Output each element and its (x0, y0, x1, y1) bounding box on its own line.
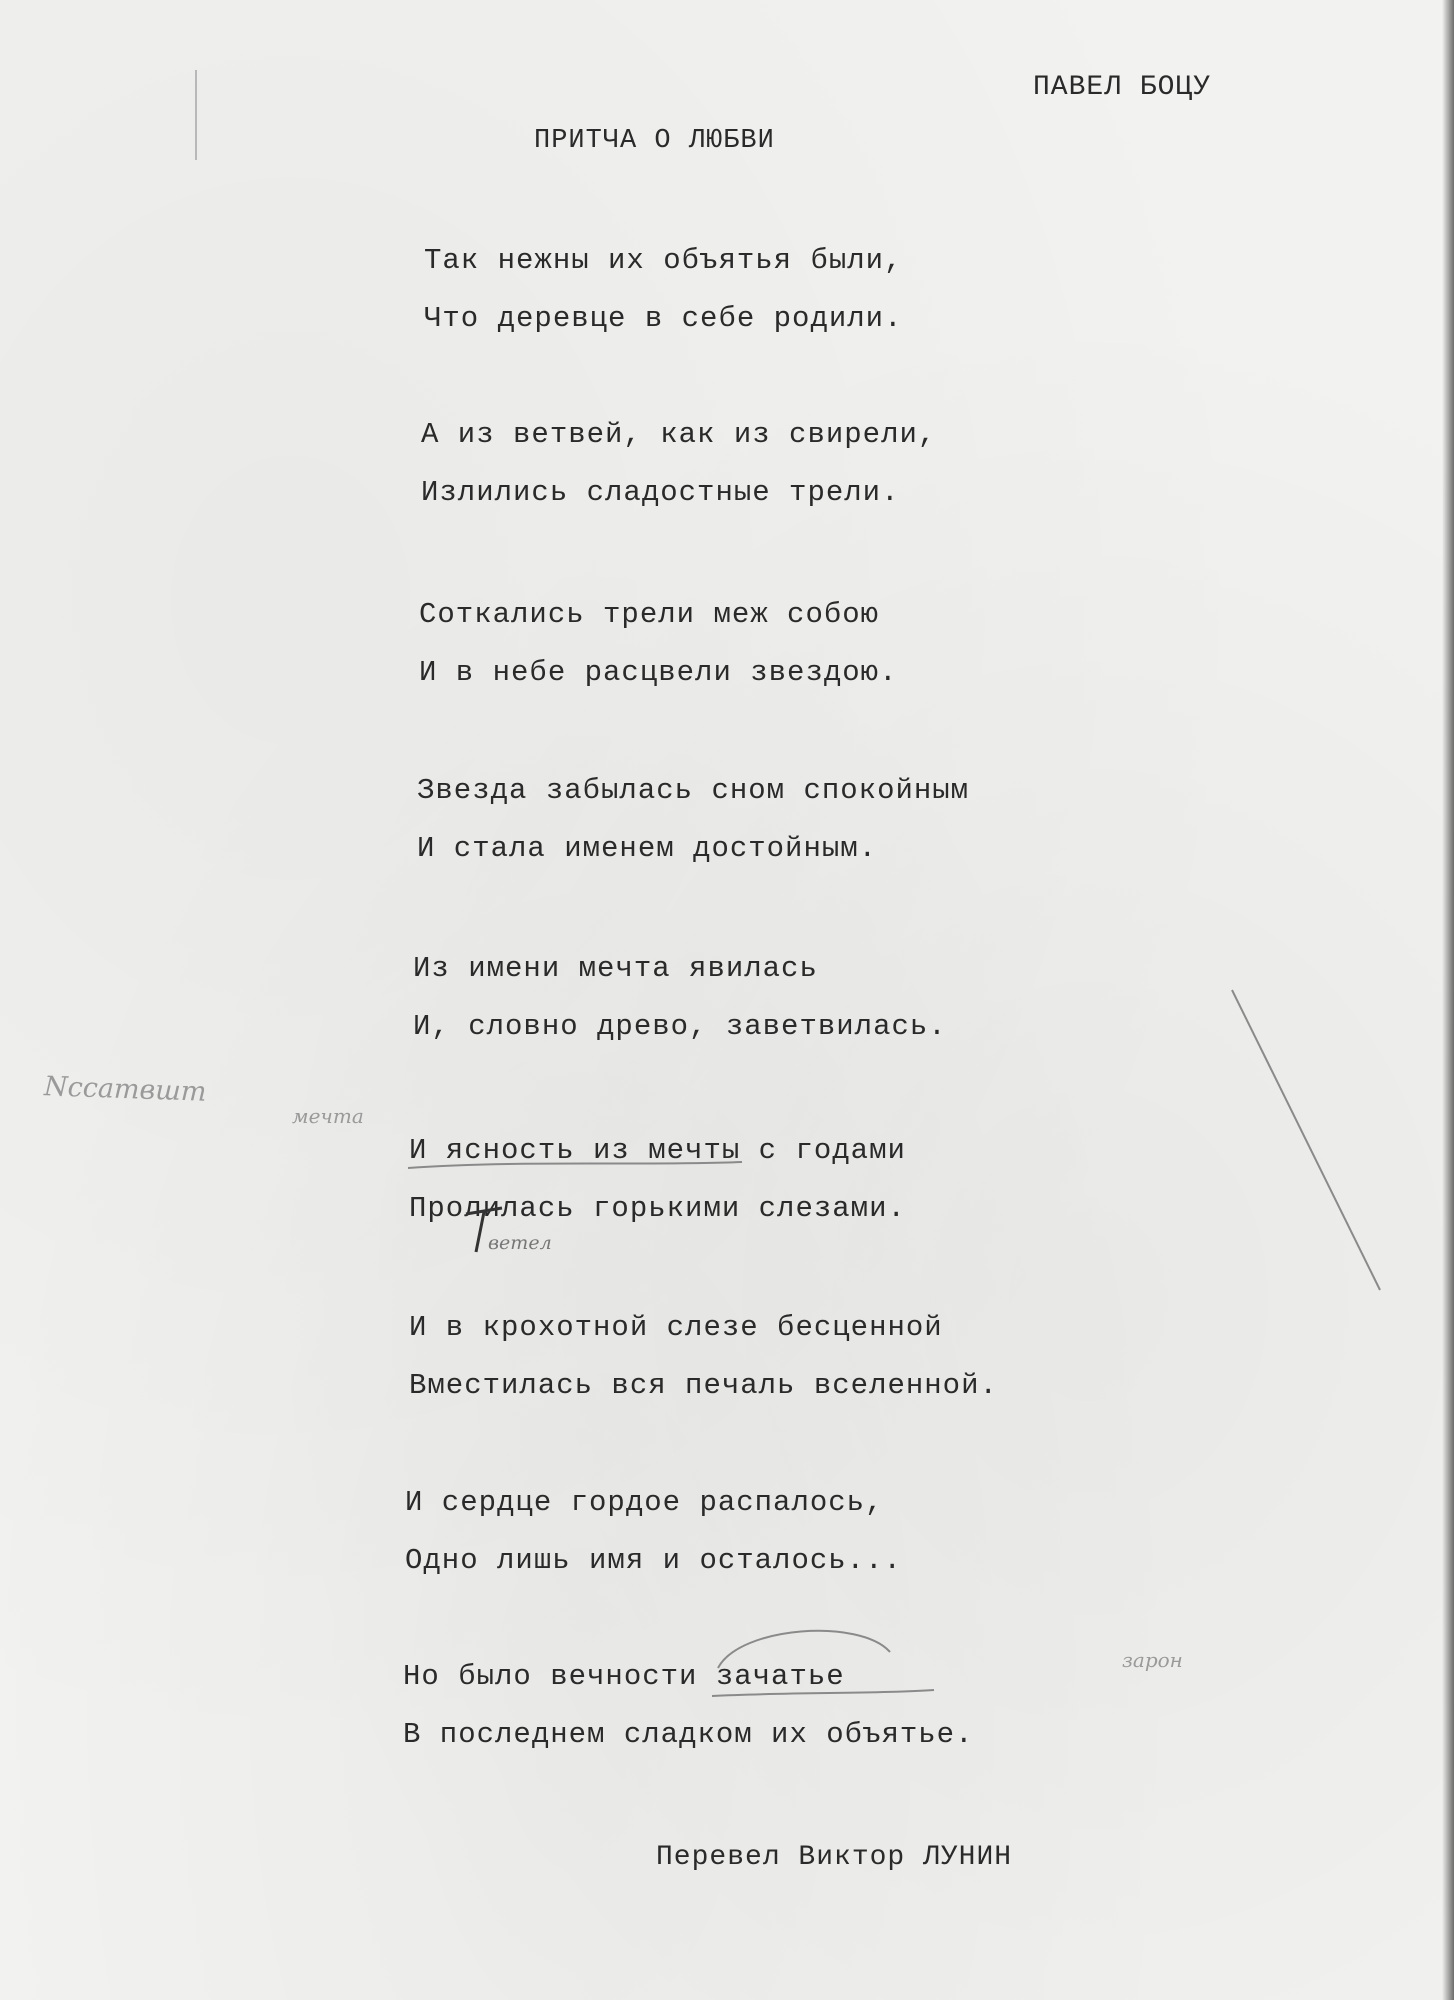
stanza (409, 1122, 906, 1238)
stanza (424, 232, 902, 348)
poem-line: Но было вечности зачатье (403, 1660, 845, 1693)
poem-line: Вместилась вся печаль вселенной. (409, 1369, 998, 1402)
handwritten-margin-note: Nccaтвшт (43, 1071, 207, 1108)
handwritten-correction: ветел (488, 1232, 552, 1254)
poem-line: В последнем сладком их объятье. (403, 1718, 974, 1751)
diagonal-pencil-line (1232, 990, 1380, 1290)
poem-line: И сердце гордое распалось, (405, 1486, 884, 1519)
poem-title: ПРИТЧА О ЛЮБВИ (534, 126, 775, 156)
poem-line: Пролилась горькими слезами. (409, 1192, 906, 1225)
poem-line: Звезда забылась сном спокойным (417, 774, 970, 807)
poem-line: Одно лишь имя и осталось... (405, 1544, 902, 1577)
poem-line: Излились сладостные трели. (421, 476, 900, 509)
page-edge-shadow (1442, 0, 1454, 2000)
poem-line: Соткались трели меж собою (419, 598, 880, 631)
poem-line: А из ветвей, как из свирели, (421, 418, 937, 451)
handwritten-margin-note-2: мечта (292, 1104, 364, 1128)
poem-line: И в крохотной слезе бесценной (409, 1311, 943, 1344)
stanza (419, 586, 897, 702)
stanza (421, 406, 936, 522)
stanza (403, 1648, 974, 1764)
poem-line: Из имени мечта явилась (413, 952, 818, 985)
stanza (409, 1299, 998, 1415)
poem-line: Так нежны их объятья были, (424, 244, 903, 277)
translator-credit: Перевел Виктор ЛУНИН (656, 1842, 1013, 1873)
poem-line: Что деревце в себе родили. (424, 302, 903, 335)
poem-line: И, словно древо, заветвилась. (413, 1010, 947, 1043)
stanza (417, 762, 969, 878)
stanza (405, 1474, 902, 1590)
stanza (413, 940, 947, 1056)
handwritten-right-note: зарон (1122, 1648, 1183, 1672)
poem-line: И в небе расцвели звездою. (419, 656, 898, 689)
author-name: ПАВЕЛ БОЦУ (1033, 72, 1212, 103)
poem-line: И ясность из мечты с годами (409, 1134, 906, 1167)
poem-line: И стала именем достойным. (417, 832, 878, 865)
